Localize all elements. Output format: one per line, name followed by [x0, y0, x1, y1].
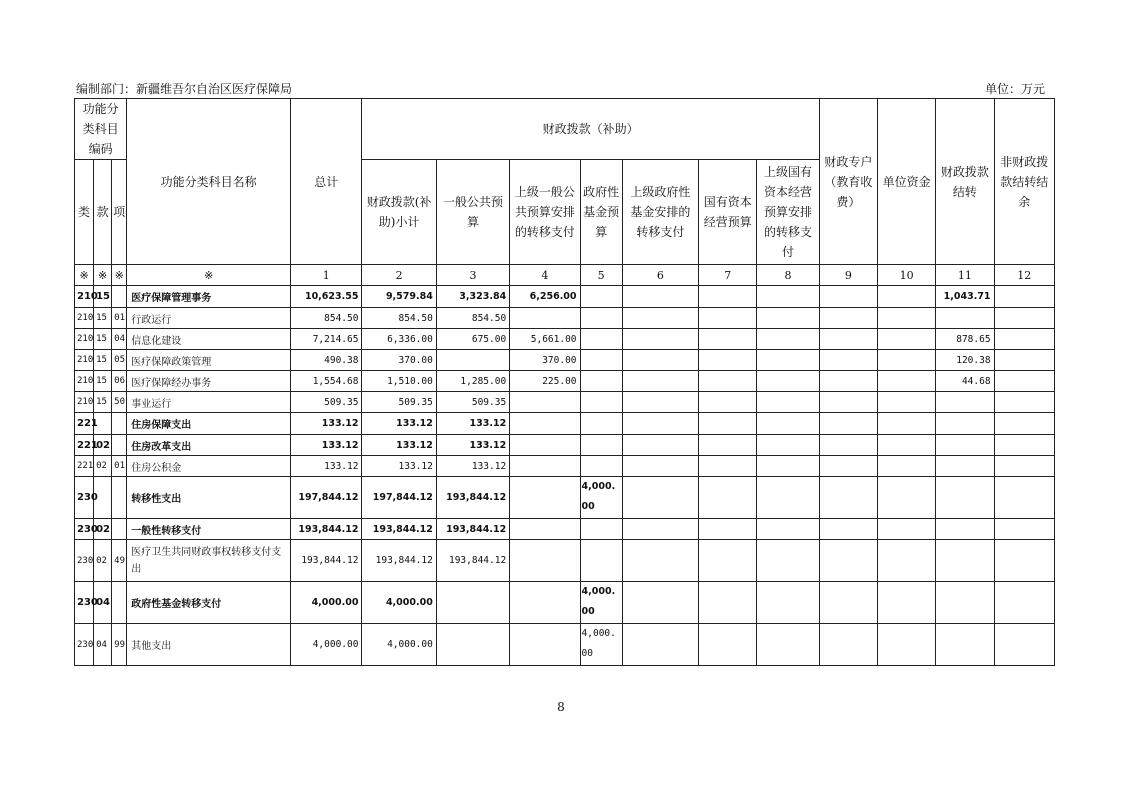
index-mark-name: ※ — [127, 265, 291, 286]
amount-cell — [936, 540, 994, 582]
amount-cell — [622, 308, 698, 329]
xiang-code-cell: 99 — [112, 624, 127, 666]
index-cell: 8 — [757, 265, 819, 286]
amount-cell — [580, 308, 622, 329]
index-cell: 3 — [436, 265, 509, 286]
col2-header: 财政拨款(补助)小计 — [362, 160, 436, 265]
amount-cell — [580, 371, 622, 392]
header-row-1 — [75, 99, 1055, 160]
amount-cell — [580, 519, 622, 540]
col5-header: 政府性基金预算 — [580, 160, 622, 265]
amount-cell — [757, 308, 819, 329]
amount-cell — [819, 371, 877, 392]
amount-cell — [877, 371, 935, 392]
amount-cell — [994, 371, 1054, 392]
lei-header: 类 — [75, 160, 94, 265]
table-row — [75, 582, 1055, 624]
index-cell: 2 — [362, 265, 436, 286]
amount-cell: 7,214.65 — [291, 329, 362, 350]
subject-name-cell: 事业运行 — [127, 392, 291, 413]
amount-cell — [936, 624, 994, 666]
amount-cell — [510, 582, 580, 624]
budget-table — [74, 98, 1055, 666]
lei-code-cell: 210 — [75, 350, 94, 371]
amount-cell: 133.12 — [436, 413, 509, 435]
amount-cell: 193,844.12 — [362, 519, 436, 540]
amount-cell — [622, 624, 698, 666]
amount-cell — [819, 350, 877, 371]
total-header: 总计 — [291, 99, 362, 265]
amount-cell — [936, 308, 994, 329]
table-row — [75, 519, 1055, 540]
amount-cell — [877, 519, 935, 540]
amount-cell: 133.12 — [291, 456, 362, 477]
amount-cell — [994, 624, 1054, 666]
amount-cell: 854.50 — [436, 308, 509, 329]
lei-code-cell: 221 — [75, 456, 94, 477]
amount-cell — [994, 308, 1054, 329]
amount-cell — [510, 540, 580, 582]
kuan-code-cell: 15 — [94, 392, 112, 413]
lei-code-cell: 230 — [75, 519, 94, 540]
table-row — [75, 286, 1055, 308]
amount-cell — [699, 435, 757, 456]
amount-cell — [436, 624, 509, 666]
kuan-code-cell: 04 — [94, 624, 112, 666]
col3-header: 一般公共预算 — [436, 160, 509, 265]
amount-cell — [819, 435, 877, 456]
amount-cell — [510, 413, 580, 435]
amount-cell — [936, 456, 994, 477]
amount-cell — [936, 582, 994, 624]
amount-cell — [436, 350, 509, 371]
kuan-code-cell: 15 — [94, 350, 112, 371]
amount-cell — [994, 392, 1054, 413]
amount-cell — [819, 582, 877, 624]
amount-cell — [699, 308, 757, 329]
table-row — [75, 413, 1055, 435]
amount-cell: 4,000.00 — [362, 624, 436, 666]
index-cell: 6 — [622, 265, 698, 286]
amount-cell: 370.00 — [510, 350, 580, 371]
amount-cell — [622, 371, 698, 392]
kuan-code-cell: 02 — [94, 540, 112, 582]
compiling-department: 编制部门：新疆维吾尔自治区医疗保障局 — [76, 82, 293, 96]
amount-cell — [699, 329, 757, 350]
amount-cell: 1,510.00 — [362, 371, 436, 392]
table-row — [75, 350, 1055, 371]
col8-header: 上级国有资本经营预算安排的转移支付 — [757, 160, 819, 265]
subject-name-cell: 住房改革支出 — [127, 435, 291, 456]
col6-header: 上级政府性基金安排的转移支付 — [622, 160, 698, 265]
amount-cell: 854.50 — [362, 308, 436, 329]
amount-cell — [699, 540, 757, 582]
amount-cell — [757, 624, 819, 666]
amount-cell: 4,000.00 — [291, 582, 362, 624]
index-cell: 10 — [877, 265, 935, 286]
xiang-code-cell — [112, 582, 127, 624]
amount-cell — [757, 519, 819, 540]
amount-cell — [757, 413, 819, 435]
amount-cell — [994, 477, 1054, 519]
amount-cell — [622, 329, 698, 350]
index-cell: 11 — [936, 265, 994, 286]
amount-cell: 197,844.12 — [362, 477, 436, 519]
amount-cell — [994, 582, 1054, 624]
amount-cell: 4,000.00 — [580, 477, 622, 519]
xiang-header: 项 — [112, 160, 127, 265]
amount-cell: 133.12 — [291, 413, 362, 435]
amount-cell — [936, 435, 994, 456]
amount-cell: 854.50 — [291, 308, 362, 329]
subject-name-cell: 医疗保障管理事务 — [127, 286, 291, 308]
amount-cell — [699, 456, 757, 477]
amount-cell — [757, 435, 819, 456]
amount-cell: 675.00 — [436, 329, 509, 350]
amount-cell: 4,000.00 — [580, 624, 622, 666]
amount-cell — [819, 286, 877, 308]
amount-cell — [622, 350, 698, 371]
lei-code-cell: 210 — [75, 371, 94, 392]
amount-cell — [994, 435, 1054, 456]
amount-cell: 4,000.00 — [580, 582, 622, 624]
xiang-code-cell: 50 — [112, 392, 127, 413]
amount-cell — [819, 540, 877, 582]
index-cell: 1 — [291, 265, 362, 286]
lei-code-cell: 210 — [75, 286, 94, 308]
amount-cell — [699, 392, 757, 413]
amount-cell — [994, 413, 1054, 435]
amount-cell — [819, 477, 877, 519]
amount-cell — [580, 435, 622, 456]
amount-cell — [757, 540, 819, 582]
kuan-code-cell: 15 — [94, 371, 112, 392]
amount-cell: 1,285.00 — [436, 371, 509, 392]
xiang-code-cell — [112, 286, 127, 308]
amount-cell — [936, 519, 994, 540]
lei-code-cell: 230 — [75, 624, 94, 666]
amount-cell — [622, 582, 698, 624]
col9-header: 财政专户（教育收费） — [819, 99, 877, 265]
amount-cell: 1,043.71 — [936, 286, 994, 308]
index-row — [75, 265, 1055, 286]
amount-cell — [580, 413, 622, 435]
amount-cell: 193,844.12 — [362, 540, 436, 582]
lei-code-cell: 230 — [75, 477, 94, 519]
subject-name-cell: 住房公积金 — [127, 456, 291, 477]
amount-cell: 193,844.12 — [436, 540, 509, 582]
amount-cell: 10,623.55 — [291, 286, 362, 308]
lei-code-cell: 210 — [75, 308, 94, 329]
kuan-header: 款 — [94, 160, 112, 265]
xiang-code-cell: 05 — [112, 350, 127, 371]
amount-cell — [580, 456, 622, 477]
xiang-code-cell — [112, 413, 127, 435]
xiang-code-cell: 01 — [112, 308, 127, 329]
col12-header: 非财政拨款结转结余 — [994, 99, 1054, 265]
lei-code-cell: 221 — [75, 435, 94, 456]
name-header: 功能分类科目名称 — [127, 99, 291, 265]
xiang-code-cell — [112, 519, 127, 540]
lei-code-cell: 210 — [75, 392, 94, 413]
amount-cell: 370.00 — [362, 350, 436, 371]
amount-cell: 133.12 — [362, 456, 436, 477]
amount-cell — [580, 329, 622, 350]
table-row — [75, 308, 1055, 329]
amount-cell — [699, 413, 757, 435]
amount-cell — [936, 392, 994, 413]
xiang-code-cell: 06 — [112, 371, 127, 392]
lei-code-cell: 221 — [75, 413, 94, 435]
lei-code-cell: 210 — [75, 329, 94, 350]
kuan-code-cell: 02 — [94, 456, 112, 477]
amount-cell — [510, 392, 580, 413]
col10-header: 单位资金 — [877, 99, 935, 265]
amount-cell: 3,323.84 — [436, 286, 509, 308]
fiscal-appropriation-header: 财政拨款（补助） — [362, 99, 819, 160]
subject-name-cell: 其他支出 — [127, 624, 291, 666]
amount-cell — [580, 392, 622, 413]
table-row — [75, 477, 1055, 519]
amount-cell — [994, 286, 1054, 308]
amount-cell — [877, 308, 935, 329]
kuan-code-cell: 15 — [94, 308, 112, 329]
amount-cell — [757, 456, 819, 477]
amount-cell — [510, 456, 580, 477]
amount-cell — [622, 519, 698, 540]
subject-name-cell: 政府性基金转移支付 — [127, 582, 291, 624]
amount-cell: 193,844.12 — [291, 540, 362, 582]
amount-cell: 197,844.12 — [291, 477, 362, 519]
func-code-header: 功能分类科目编码 — [75, 99, 127, 160]
amount-cell: 1,554.68 — [291, 371, 362, 392]
amount-cell: 6,256.00 — [510, 286, 580, 308]
xiang-code-cell: 01 — [112, 456, 127, 477]
table-row — [75, 540, 1055, 582]
amount-cell — [757, 392, 819, 413]
amount-cell — [699, 582, 757, 624]
subject-name-cell: 医疗保障经办事务 — [127, 371, 291, 392]
amount-cell — [699, 624, 757, 666]
amount-cell — [757, 371, 819, 392]
lei-code-cell: 230 — [75, 540, 94, 582]
table-row — [75, 624, 1055, 666]
amount-cell — [757, 350, 819, 371]
subject-name-cell: 一般性转移支付 — [127, 519, 291, 540]
amount-cell: 133.12 — [362, 435, 436, 456]
amount-cell — [877, 413, 935, 435]
col11-header: 财政拨款结转 — [936, 99, 994, 265]
amount-cell: 878.65 — [936, 329, 994, 350]
amount-cell — [436, 582, 509, 624]
amount-cell — [510, 308, 580, 329]
amount-cell — [580, 540, 622, 582]
amount-cell — [699, 350, 757, 371]
kuan-code-cell: 15 — [94, 329, 112, 350]
amount-cell — [757, 329, 819, 350]
amount-cell — [510, 519, 580, 540]
amount-cell — [877, 392, 935, 413]
amount-cell — [819, 413, 877, 435]
amount-cell — [699, 519, 757, 540]
amount-cell — [994, 350, 1054, 371]
amount-cell: 9,579.84 — [362, 286, 436, 308]
amount-cell: 509.35 — [362, 392, 436, 413]
subject-name-cell: 行政运行 — [127, 308, 291, 329]
page-number: 8 — [557, 700, 565, 714]
amount-cell: 193,844.12 — [436, 477, 509, 519]
index-cell: 4 — [510, 265, 580, 286]
amount-cell: 120.38 — [936, 350, 994, 371]
amount-cell — [699, 371, 757, 392]
amount-cell: 133.12 — [436, 435, 509, 456]
amount-cell — [622, 286, 698, 308]
amount-cell — [622, 477, 698, 519]
amount-cell: 5,661.00 — [510, 329, 580, 350]
amount-cell — [622, 540, 698, 582]
amount-cell — [994, 329, 1054, 350]
amount-cell: 133.12 — [436, 456, 509, 477]
amount-cell: 193,844.12 — [436, 519, 509, 540]
table-row — [75, 371, 1055, 392]
amount-cell — [994, 456, 1054, 477]
col4-header: 上级一般公共预算安排的转移支付 — [510, 160, 580, 265]
amount-cell: 509.35 — [291, 392, 362, 413]
subject-name-cell: 医疗保障政策管理 — [127, 350, 291, 371]
amount-cell — [819, 624, 877, 666]
xiang-code-cell — [112, 435, 127, 456]
kuan-code-cell: 02 — [94, 519, 112, 540]
table-row — [75, 456, 1055, 477]
amount-cell: 4,000.00 — [291, 624, 362, 666]
amount-cell — [819, 392, 877, 413]
amount-cell — [819, 308, 877, 329]
amount-cell — [936, 477, 994, 519]
amount-cell — [510, 477, 580, 519]
index-cell: 9 — [819, 265, 877, 286]
subject-name-cell: 转移性支出 — [127, 477, 291, 519]
amount-cell — [877, 286, 935, 308]
amount-cell — [877, 582, 935, 624]
index-cell: 12 — [994, 265, 1054, 286]
amount-cell: 4,000.00 — [362, 582, 436, 624]
index-cell: 5 — [580, 265, 622, 286]
amount-cell — [622, 413, 698, 435]
amount-cell: 133.12 — [291, 435, 362, 456]
kuan-code-cell: 15 — [94, 286, 112, 308]
xiang-code-cell: 49 — [112, 540, 127, 582]
amount-cell — [757, 477, 819, 519]
amount-cell — [994, 519, 1054, 540]
amount-cell — [622, 392, 698, 413]
table-row — [75, 329, 1055, 350]
subject-name-cell: 信息化建设 — [127, 329, 291, 350]
amount-cell — [994, 540, 1054, 582]
table-row — [75, 435, 1055, 456]
index-cell: 7 — [699, 265, 757, 286]
kuan-code-cell: 02 — [94, 435, 112, 456]
amount-cell: 193,844.12 — [291, 519, 362, 540]
amount-cell — [877, 435, 935, 456]
amount-cell — [877, 329, 935, 350]
amount-cell — [819, 519, 877, 540]
xiang-code-cell: 04 — [112, 329, 127, 350]
xiang-code-cell — [112, 477, 127, 519]
amount-cell — [699, 477, 757, 519]
amount-cell — [877, 540, 935, 582]
amount-cell — [622, 456, 698, 477]
amount-cell: 6,336.00 — [362, 329, 436, 350]
unit-label: 单位：万元 — [985, 82, 1046, 96]
subject-name-cell: 医疗卫生共同财政事权转移支付支出 — [127, 540, 291, 582]
amount-cell: 490.38 — [291, 350, 362, 371]
amount-cell — [757, 582, 819, 624]
amount-cell: 509.35 — [436, 392, 509, 413]
kuan-code-cell: 04 — [94, 582, 112, 624]
amount-cell — [819, 456, 877, 477]
lei-code-cell: 230 — [75, 582, 94, 624]
amount-cell — [510, 435, 580, 456]
amount-cell — [580, 350, 622, 371]
subject-name-cell: 住房保障支出 — [127, 413, 291, 435]
index-mark-xiang: ※ — [112, 265, 127, 286]
amount-cell: 133.12 — [362, 413, 436, 435]
amount-cell — [877, 624, 935, 666]
amount-cell: 44.68 — [936, 371, 994, 392]
amount-cell — [877, 477, 935, 519]
amount-cell — [936, 413, 994, 435]
amount-cell — [877, 350, 935, 371]
table-row — [75, 392, 1055, 413]
amount-cell — [622, 435, 698, 456]
amount-cell — [580, 286, 622, 308]
amount-cell — [819, 329, 877, 350]
amount-cell — [877, 456, 935, 477]
col7-header: 国有资本经营预算 — [699, 160, 757, 265]
amount-cell — [510, 624, 580, 666]
amount-cell — [699, 286, 757, 308]
index-mark-lei: ※ — [75, 265, 94, 286]
amount-cell — [757, 286, 819, 308]
amount-cell: 225.00 — [510, 371, 580, 392]
index-mark-kuan: ※ — [94, 265, 112, 286]
